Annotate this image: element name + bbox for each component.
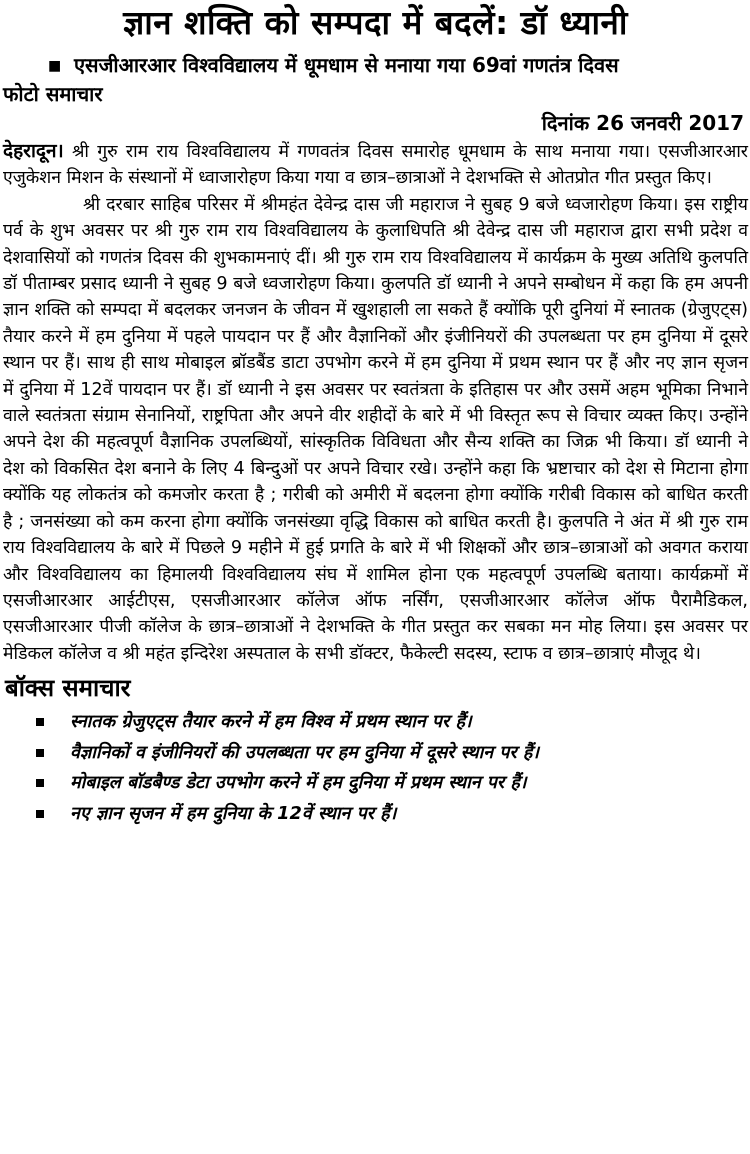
article-paragraph-1 — [3, 138, 748, 192]
square-bullet-icon — [36, 749, 44, 757]
photo-label: फोटो समाचार — [3, 82, 103, 106]
subheadline — [3, 50, 748, 80]
article-paragraph-2: श्री दरबार साहिब परिसर में श्रीमहंत देवेन्द्र दास जी महाराज ने सुबह 9 बजे ध्वजारोहण किया। इस राष्ट्रीय पर्व के शुभ अवसर पर श्री गुरु राम राय विश्वविद्यालय के कुलाधिपति श्री देवेन्द्र दास जी महाराज द्वारा सभी प्रदेश व देशवासियों को गणतंत्र दिवस की शुभकामनाएं दीं। श्री गुरु राम राय विश्वविद्यालय में कार्यक्रम के मुख्य अतिथि कुलपति डॉ पीताम्बर प्रसाद ध्यानी ने सुबह 9 बजे ध्वजारोहण किया। कुलपति डॉ ध्यानी ने अपने सम्बोधन में कहा कि हम अपनी ज्ञान शक्ति को सम्पदा में बदलकर जनजन के जीवन में खुशहाली ला सकते हैं क्योंकि पूरी दुनियां में स्नातक (ग्रेजुएट्स) तैयार करने में हम दुनिया में पहले पायदान पर हैं और वैज्ञानिकों और इंजीनियरों की उपलब्धता पर हम दुनिया में दूसरे स्थान पर हैं। साथ ही साथ मोबाइल ब्रॉडबैंड डाटा उपभोग करने में हम दुनिया में प्रथम स्थान पर हैं और नए ज्ञान सृजन में दुनिया में 12वें पायदान पर हैं। डॉ ध्यानी ने इस अवसर पर स्वतंत्रता के इतिहास पर और उसमें अहम भूमिका निभाने वाले स्वतंत्रता संग्राम सेनानियों, राष्ट्रपिता और अपने वीर शहीदों के बारे में भी विस्तृत रूप से विचार व्यक्त किए। उन्होंने अपने देश की महत्वपूर्ण वैज्ञानिक उपलब्धियों, सांस्कृतिक विविधता और सैन्य शक्ति का जिक्र भी किया। डॉ ध्यानी ने देश को विकसित देश बनाने के लिए 4 बिन्दुओं पर अपने विचार रखे। उन्होंने कहा कि भ्रष्टाचार को देश से मिटाना होगा क्योंकि यह लोकतंत्र को कमजोर करता है ; गरीबी को अमीरी में बदलना होगा क्योंकि गरीबी विकास को बाधित करती है ; जनसंख्या को कम करना होगा क्योंकि जनसंख्या वृद्धि विकास को बाधित करती है। कुलपति ने अंत में श्री गुरु राम राय विश्वविद्यालय के बारे में पिछले 9 महीने में हुई प्रगति के बारे में भी शिक्षकों और छात्र–छात्राओं को अवगत कराया और विश्वविद्यालय का हिमालयी विश्वविद्यालय संघ में शामिल होना एक महत्वपूर्ण उपलब्धि बताया। कार्यक्रमों में एसजीआरआर आईटीएस, एसजीआरआर कॉलेज ऑफ नर्सिंग, एसजीआरआर कॉलेज ऑफ पैरामैडिकल, एसजीआरआर पीजी कॉलेज के छात्र–छात्राओं ने देशभक्ति के गीत प्रस्तुत कर सबका मन मोह लिया। इस अवसर पर मेडिकल कॉलेज व श्री महंत इन्दिरेश अस्पताल के सभी डॉक्टर, फैकेल्टी सदस्य, स्टाफ व छात्र–छात्राएं मौजूद थे। — [3, 194, 748, 664]
box-news-item: वैज्ञानिकों व इंजीनियरों की उपलब्धता पर हम दुनिया में दूसरे स्थान पर हैं। — [3, 738, 748, 769]
box-news-list — [3, 707, 748, 829]
box-news-item: स्नातक ग्रेजुएट्स तैयार करने में हम विश्व में प्रथम स्थान पर हैं। — [3, 707, 748, 738]
article-body — [3, 138, 748, 667]
box-news-item: मोबाइल बॉडबैण्ड डेटा उपभोग करने में हम दुनिया में प्रथम स्थान पर हैं। — [3, 768, 748, 799]
square-bullet-icon: ■ — [48, 58, 62, 74]
article-paragraph-1-text: श्री गुरु राम राय विश्वविद्यालय में गणवतंत्र दिवस समारोह धूमधाम के साथ मनाया गया। एसजीआरआर एजुकेशन मिशन के संस्थानों में ध्वाजारोहण किया गया व छात्र–छात्राओं ने देशभक्ति से ओतप्रोत गीत प्रस्तुत किए। — [3, 142, 748, 189]
dateline-place: देहरादून। — [3, 140, 64, 162]
square-bullet-icon — [36, 810, 44, 818]
box-news-item: नए ज्ञान सृजन में हम दुनिया के 12वें स्थान पर हैं। — [3, 799, 748, 830]
square-bullet-icon — [36, 718, 44, 726]
square-bullet-icon — [36, 779, 44, 787]
dateline: दिनांक 26 जनवरी 2017 — [541, 111, 744, 135]
box-news-title: बॉक्स समाचार — [5, 674, 131, 703]
headline: ज्ञान शक्ति को सम्पदा में बदलें: डॉ ध्यानी — [123, 3, 628, 42]
subheadline-text: एसजीआरआर विश्वविद्यालय में धूमधाम से मनाया गया 69वां गणतंत्र दिवस — [74, 53, 619, 77]
